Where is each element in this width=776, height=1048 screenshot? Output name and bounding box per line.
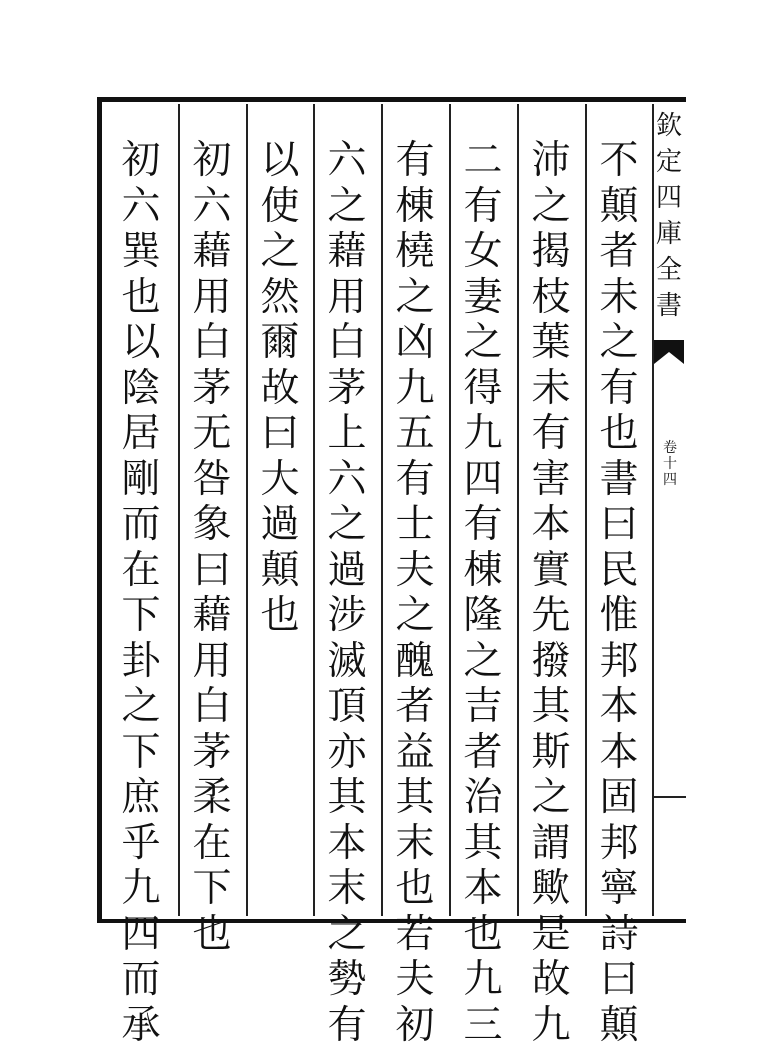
glyph: 之 (522, 184, 580, 230)
margin-glyph: 書 (656, 288, 682, 324)
text-column-4 (386, 138, 444, 1048)
glyph: 末 (318, 866, 376, 912)
glyph: 六 (318, 138, 376, 184)
text-column-2 (522, 138, 580, 1048)
glyph: 者 (386, 684, 444, 730)
glyph: 女 (454, 229, 512, 275)
glyph: 有 (386, 138, 444, 184)
column-rule (246, 104, 248, 916)
glyph: 是 (522, 912, 580, 958)
glyph: 六 (318, 457, 376, 503)
glyph: 隆 (454, 593, 512, 639)
text-column-3 (454, 138, 512, 1048)
glyph: 故 (522, 957, 580, 1003)
glyph: 也 (590, 411, 648, 457)
margin-glyph: 定 (656, 144, 682, 180)
glyph: 顛 (590, 1003, 648, 1048)
margin-glyph: 欽 (656, 108, 682, 144)
glyph: 也 (251, 593, 309, 639)
glyph: 棟 (386, 184, 444, 230)
glyph: 白 (183, 684, 241, 730)
glyph: 柔 (183, 775, 241, 821)
volume-label (658, 440, 682, 488)
glyph: 茅 (318, 366, 376, 412)
glyph: 本 (590, 730, 648, 776)
fishtail-mark (654, 340, 684, 364)
glyph: 妻 (454, 275, 512, 321)
glyph: 其 (318, 775, 376, 821)
glyph: 用 (183, 639, 241, 685)
glyph: 之 (318, 912, 376, 958)
column-rule (381, 104, 383, 916)
column-rule (178, 104, 180, 916)
glyph: 巽 (112, 229, 170, 275)
glyph: 滅 (318, 639, 376, 685)
glyph: 本 (318, 821, 376, 867)
glyph: 未 (522, 366, 580, 412)
glyph: 使 (251, 184, 309, 230)
glyph: 承 (112, 1003, 170, 1048)
glyph: 有 (590, 366, 648, 412)
glyph: 有 (454, 184, 512, 230)
glyph: 九 (386, 366, 444, 412)
glyph: 有 (454, 502, 512, 548)
glyph: 士 (386, 502, 444, 548)
glyph: 之 (386, 593, 444, 639)
glyph: 邦 (590, 821, 648, 867)
glyph: 枝 (522, 275, 580, 321)
glyph: 咎 (183, 457, 241, 503)
glyph: 吉 (454, 684, 512, 730)
glyph: 下 (183, 866, 241, 912)
glyph: 之 (318, 184, 376, 230)
glyph: 在 (112, 548, 170, 594)
glyph: 以 (251, 138, 309, 184)
glyph: 曰 (251, 411, 309, 457)
glyph: 藉 (183, 229, 241, 275)
glyph: 謂 (522, 821, 580, 867)
glyph: 醜 (386, 639, 444, 685)
glyph: 其 (454, 821, 512, 867)
glyph: 在 (183, 821, 241, 867)
glyph: 詩 (590, 912, 648, 958)
glyph: 九 (112, 866, 170, 912)
glyph: 三 (454, 1003, 512, 1048)
glyph: 居 (112, 411, 170, 457)
glyph: 曰 (590, 957, 648, 1003)
glyph: 葉 (522, 320, 580, 366)
text-column-7 (183, 138, 241, 957)
glyph: 大 (251, 457, 309, 503)
glyph: 益 (386, 730, 444, 776)
glyph: 陰 (112, 366, 170, 412)
glyph: 六 (112, 184, 170, 230)
glyph: 四 (454, 457, 512, 503)
column-rule (585, 104, 587, 916)
glyph: 頂 (318, 684, 376, 730)
glyph: 茅 (183, 366, 241, 412)
glyph: 夫 (386, 548, 444, 594)
glyph: 顛 (590, 184, 648, 230)
glyph: 初 (112, 138, 170, 184)
glyph: 過 (251, 502, 309, 548)
column-rule (449, 104, 451, 916)
glyph: 白 (183, 320, 241, 366)
glyph: 勢 (318, 957, 376, 1003)
glyph: 曰 (183, 548, 241, 594)
glyph: 治 (454, 775, 512, 821)
glyph: 亦 (318, 730, 376, 776)
glyph: 民 (590, 548, 648, 594)
glyph: 者 (454, 730, 512, 776)
glyph: 上 (318, 411, 376, 457)
column-rule (313, 104, 315, 916)
glyph: 爾 (251, 320, 309, 366)
glyph: 无 (183, 411, 241, 457)
glyph: 若 (386, 912, 444, 958)
glyph: 下 (112, 593, 170, 639)
glyph: 不 (590, 138, 648, 184)
margin-glyph: 四 (663, 472, 677, 488)
glyph: 橈 (386, 229, 444, 275)
glyph: 下 (112, 730, 170, 776)
glyph: 藉 (183, 593, 241, 639)
glyph: 也 (183, 912, 241, 958)
column-rule (517, 104, 519, 916)
glyph: 白 (318, 320, 376, 366)
glyph: 有 (386, 457, 444, 503)
margin-glyph: 四 (656, 180, 682, 216)
glyph: 凶 (386, 320, 444, 366)
glyph: 有 (318, 1003, 376, 1048)
glyph: 四 (112, 912, 170, 958)
glyph: 九 (454, 957, 512, 1003)
text-column-6 (251, 138, 309, 639)
glyph: 得 (454, 366, 512, 412)
glyph: 歟 (522, 866, 580, 912)
text-column-8 (112, 138, 170, 1048)
text-column-1 (590, 138, 648, 1048)
glyph: 惟 (590, 593, 648, 639)
glyph: 茅 (183, 730, 241, 776)
glyph: 本 (590, 684, 648, 730)
glyph: 五 (386, 411, 444, 457)
glyph: 用 (183, 275, 241, 321)
glyph: 先 (522, 593, 580, 639)
glyph: 曰 (590, 502, 648, 548)
glyph: 過 (318, 548, 376, 594)
glyph: 之 (454, 639, 512, 685)
margin-glyph: 十 (663, 456, 677, 472)
glyph: 涉 (318, 593, 376, 639)
glyph: 實 (522, 548, 580, 594)
margin-glyph: 卷 (663, 440, 677, 456)
glyph: 之 (590, 320, 648, 366)
margin-glyph: 全 (656, 252, 682, 288)
glyph: 本 (454, 866, 512, 912)
glyph: 有 (522, 411, 580, 457)
glyph: 書 (590, 457, 648, 503)
glyph: 其 (522, 684, 580, 730)
glyph: 撥 (522, 639, 580, 685)
glyph: 之 (251, 229, 309, 275)
glyph: 卦 (112, 639, 170, 685)
glyph: 然 (251, 275, 309, 321)
glyph: 顛 (251, 548, 309, 594)
glyph: 用 (318, 275, 376, 321)
glyph: 庶 (112, 775, 170, 821)
glyph: 而 (112, 957, 170, 1003)
glyph: 而 (112, 502, 170, 548)
glyph: 也 (112, 275, 170, 321)
glyph: 剛 (112, 457, 170, 503)
glyph: 末 (386, 821, 444, 867)
text-column-5 (318, 138, 376, 1048)
glyph: 六 (183, 184, 241, 230)
glyph: 害 (522, 457, 580, 503)
glyph: 初 (386, 1003, 444, 1048)
top-border (100, 97, 686, 102)
glyph: 九 (522, 1003, 580, 1048)
glyph: 以 (112, 320, 170, 366)
glyph: 藉 (318, 229, 376, 275)
glyph: 邦 (590, 639, 648, 685)
left-border (97, 97, 102, 923)
glyph: 初 (183, 138, 241, 184)
glyph: 未 (590, 275, 648, 321)
glyph: 揭 (522, 229, 580, 275)
glyph: 之 (522, 775, 580, 821)
glyph: 乎 (112, 821, 170, 867)
glyph: 故 (251, 366, 309, 412)
glyph: 斯 (522, 730, 580, 776)
glyph: 之 (386, 275, 444, 321)
glyph: 之 (454, 320, 512, 366)
glyph: 九 (454, 411, 512, 457)
glyph: 固 (590, 775, 648, 821)
glyph: 其 (386, 775, 444, 821)
glyph: 本 (522, 502, 580, 548)
margin-glyph: 庫 (656, 216, 682, 252)
glyph: 沛 (522, 138, 580, 184)
glyph: 也 (386, 866, 444, 912)
glyph: 夫 (386, 957, 444, 1003)
glyph: 棟 (454, 548, 512, 594)
glyph: 之 (112, 684, 170, 730)
glyph: 象 (183, 502, 241, 548)
glyph: 也 (454, 912, 512, 958)
glyph: 二 (454, 138, 512, 184)
glyph: 者 (590, 229, 648, 275)
glyph: 寧 (590, 866, 648, 912)
glyph: 之 (318, 502, 376, 548)
margin-rule (652, 796, 686, 798)
margin-title (654, 108, 684, 324)
